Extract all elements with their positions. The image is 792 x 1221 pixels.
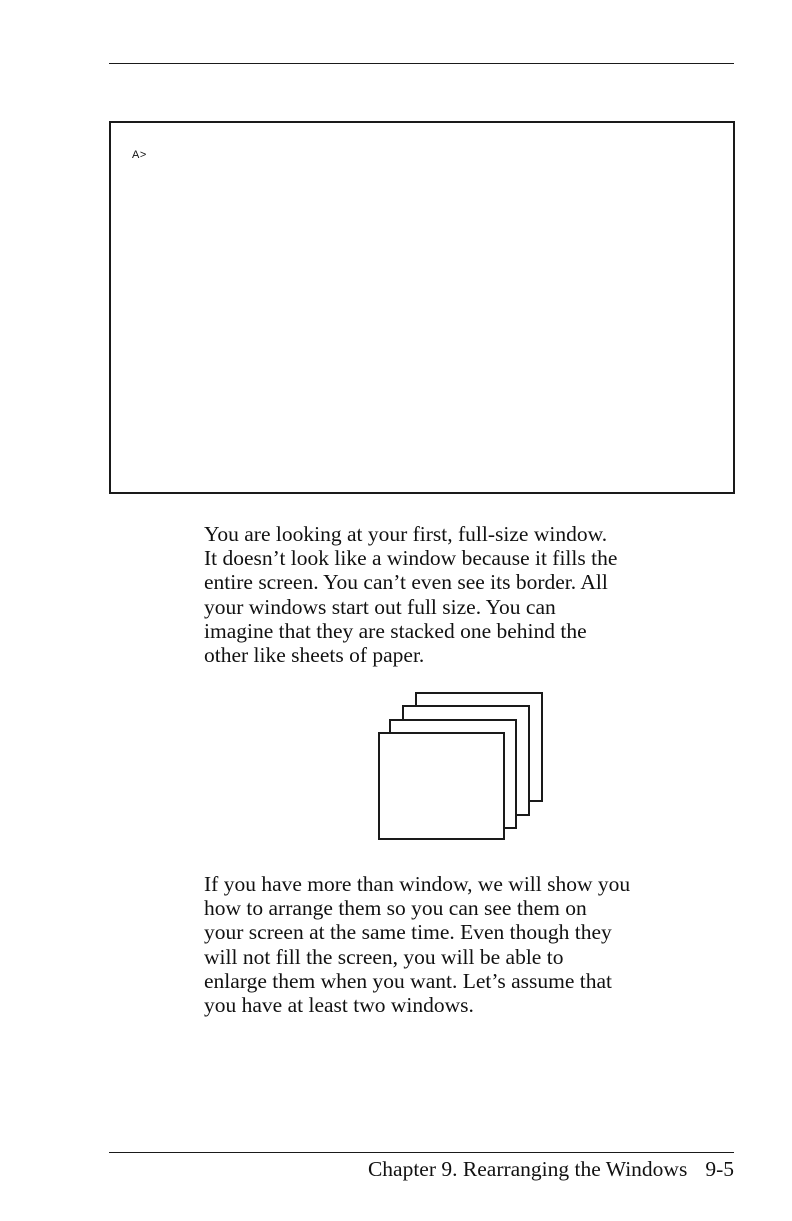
text-line: You are looking at your first, full-size window. bbox=[204, 522, 608, 546]
command-prompt: A> bbox=[132, 149, 147, 161]
text-line: your windows start out full size. You can bbox=[204, 594, 556, 619]
text-line: other like sheets of paper. bbox=[204, 643, 425, 668]
text-line: If you have more than window, we will show you bbox=[204, 872, 631, 896]
text-line: enlarge them when you want. Let’s assume that bbox=[204, 968, 612, 993]
text-line: your screen at the same time. Even though they bbox=[204, 920, 612, 945]
stacked-windows-icon bbox=[370, 685, 555, 845]
top-rule bbox=[109, 63, 734, 64]
text-line: imagine that they are stacked one behind the bbox=[204, 618, 587, 643]
page-number: 9-5 bbox=[705, 1157, 734, 1181]
paragraph-arrange-windows bbox=[204, 872, 734, 1017]
text-line: entire screen. You can’t even see its border. All bbox=[204, 570, 608, 595]
text-line: you have at least two windows. bbox=[204, 993, 474, 1018]
text-line: how to arrange them so you can see them on bbox=[204, 896, 587, 921]
paragraph-full-size-window bbox=[204, 522, 734, 667]
full-size-window-screen bbox=[109, 121, 735, 494]
stacked-window-1 bbox=[379, 733, 504, 839]
page-footer bbox=[368, 1157, 734, 1182]
text-line: It doesn’t look like a window because it fills the bbox=[204, 546, 618, 571]
chapter-title: Chapter 9. Rearranging the Windows bbox=[367, 1157, 688, 1181]
bottom-rule bbox=[109, 1152, 734, 1153]
text-line: will not fill the screen, you will be able to bbox=[204, 944, 564, 969]
